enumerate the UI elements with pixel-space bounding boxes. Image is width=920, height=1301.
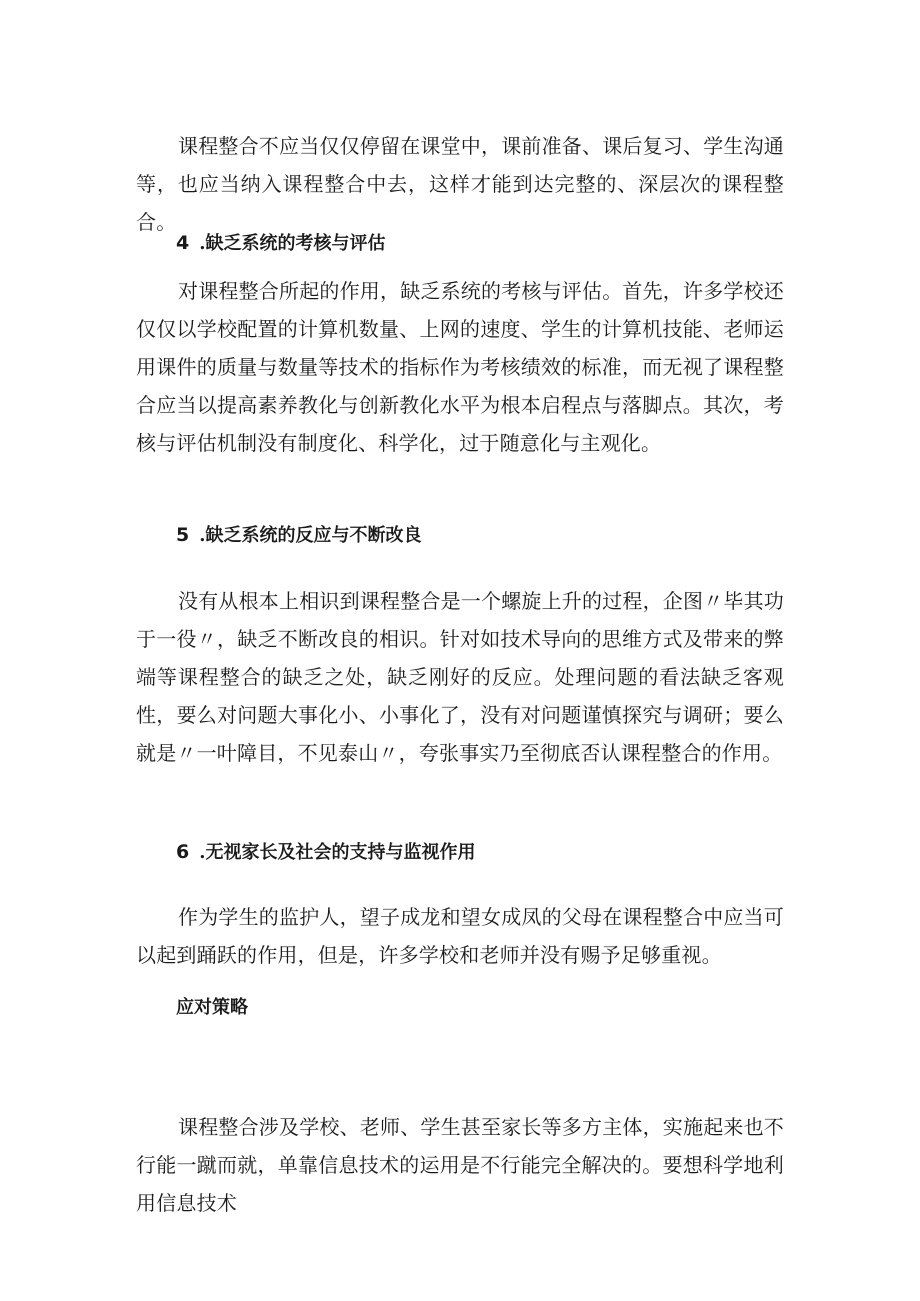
heading-text: .缺乏系统的考核与评估 bbox=[199, 233, 386, 254]
heading-lack-of-feedback bbox=[176, 521, 422, 550]
heading-number: 6 bbox=[176, 841, 190, 863]
heading-strategy: 应对策略 bbox=[176, 997, 248, 1018]
paragraph-strategy: 课程整合涉及学校、老师、学生甚至家长等多方主体，实施起来也不行能一蹴而就，单靠信息技术的运用是不行能完全解决的。要想科学地利用信息技术 bbox=[136, 1115, 784, 1215]
heading-number: 4 bbox=[176, 232, 190, 254]
heading-text: .缺乏系统的反应与不断改良 bbox=[199, 525, 422, 546]
heading-number: 5 bbox=[176, 524, 190, 546]
paragraph-course-integration-scope: 课程整合不应当仅仅停留在课堂中，课前准备、课后复习、学生沟通等，也应当纳入课程整合中去，这样才能到达完整的、深层次的课程整合。 bbox=[136, 134, 784, 234]
paragraph-assessment: 对课程整合所起的作用，缺乏系统的考核与评估。首先，许多学校还仅仅以学校配置的计算机数量、上网的速度、学生的计算机技能、老师运用课件的质量与数量等技术的指标作为考核绩效的标准，而无视了课程整合应当以提高素养教化与创新教化水平为根本启程点与落脚点。其次，考核与评估机制没有制度化、科学化，过于随意化与主观化。 bbox=[136, 279, 784, 455]
paragraph-feedback: 没有从根本上相识到课程整合是一个螺旋上升的过程，企图〃毕其功于一役〃，缺乏不断改良的相识。针对如技术导向的思维方式及带来的弊端等课程整合的缺乏之处，缺乏刚好的反应。处理问题的看法缺乏客观性，要么对问题大事化小、小事化了，没有对问题谨慎探究与调研；要么就是〃一叶障目，不见泰山〃，夸张事实乃至彻底否认课程整合的作用。 bbox=[136, 589, 784, 765]
heading-lack-of-assessment bbox=[176, 229, 386, 258]
paragraph-parents: 作为学生的监护人，望子成龙和望女成凤的父母在课程整合中应当可以起到踊跃的作用，但是，许多学校和老师并没有赐予足够重视。 bbox=[136, 905, 784, 967]
heading-ignoring-parents bbox=[176, 838, 476, 867]
heading-text: .无视家长及社会的支持与监视作用 bbox=[199, 842, 476, 863]
